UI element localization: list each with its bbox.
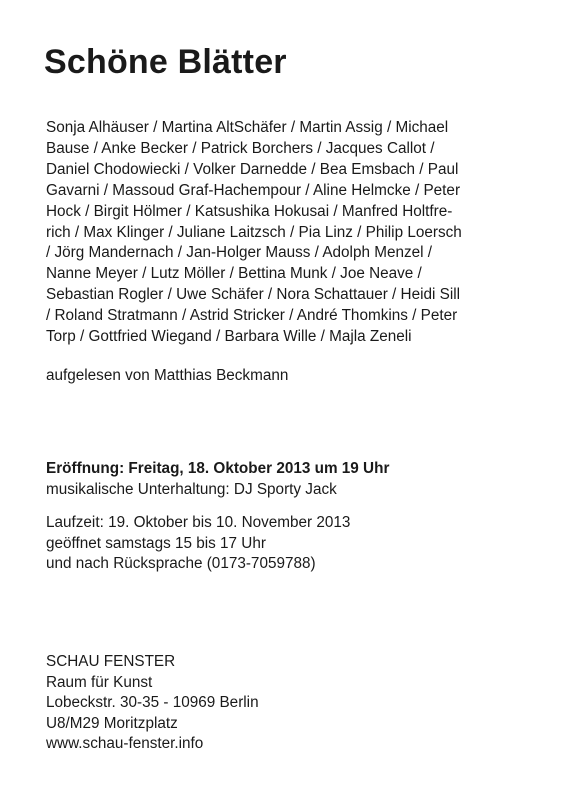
opening-hours: geöffnet samstags 15 bis 17 Uhr [46,534,266,552]
runtime-period: Laufzeit: 19. Oktober bis 10. November 2013 [46,514,351,531]
artist-list-line: Sonja Alhäuser / Martina AltSchäfer / Martin Assig / Michael [46,119,449,136]
music-info: musikalische Unterhaltung: DJ Sporty Jack [46,480,337,498]
runtime-info [46,513,350,575]
venue-website-line [46,734,259,755]
artist-list-line: / Jörg Mandernach / Jan-Holger Mauss / Adolph Menzel / [46,244,433,262]
venue-address: Lobeckstr. 30-35 - 10969 Berlin [46,694,259,712]
venue-transit: U8/M29 Moritzplatz [46,714,178,732]
page-title: Schöne Blätter [44,43,287,81]
venue-subtitle: Raum für Kunst [46,673,153,691]
website-link[interactable]: www.schau-fenster.info [46,735,204,753]
opening-info [46,459,389,500]
artist-list-line: Gavarni / Massoud Graf-Hachempour / Aline Helmcke / Peter [46,181,461,199]
artist-list-line: Nanne Meyer / Lutz Möller / Bettina Munk / Joe Neave / [46,265,422,283]
artist-list-line: Torp / Gottfried Wiegand / Barbara Wille / Majla Zeneli [46,328,412,346]
venue-name: SCHAU FENSTER [46,653,176,670]
contact-info: und nach Rücksprache (0173-7059788) [46,555,316,572]
curator-credit: aufgelesen von Matthias Beckmann [46,367,289,384]
artist-list-line: Sebastian Rogler / Uwe Schäfer / Nora Schattauer / Heidi Sill [46,286,461,304]
artist-list-line: Daniel Chodowiecki / Volker Darnedde / Bea Emsbach / Paul [46,160,459,178]
artist-list-line: Hock / Birgit Hölmer / Katsushika Hokusai / Manfred Holtfre- [46,202,453,220]
artist-list-line: Bause / Anke Becker / Patrick Borchers / Jacques Callot / [46,139,435,157]
venue-block [46,652,259,755]
opening-headline: Eröffnung: Freitag, 18. Oktober 2013 um 19 Uhr [46,460,390,477]
artist-list [46,118,516,348]
artist-list-line: rich / Max Klinger / Juliane Laitzsch / Pia Linz / Philip Loersch [46,223,462,241]
artist-list-line: / Roland Stratmann / Astrid Stricker / André Thomkins / Peter [46,307,458,325]
